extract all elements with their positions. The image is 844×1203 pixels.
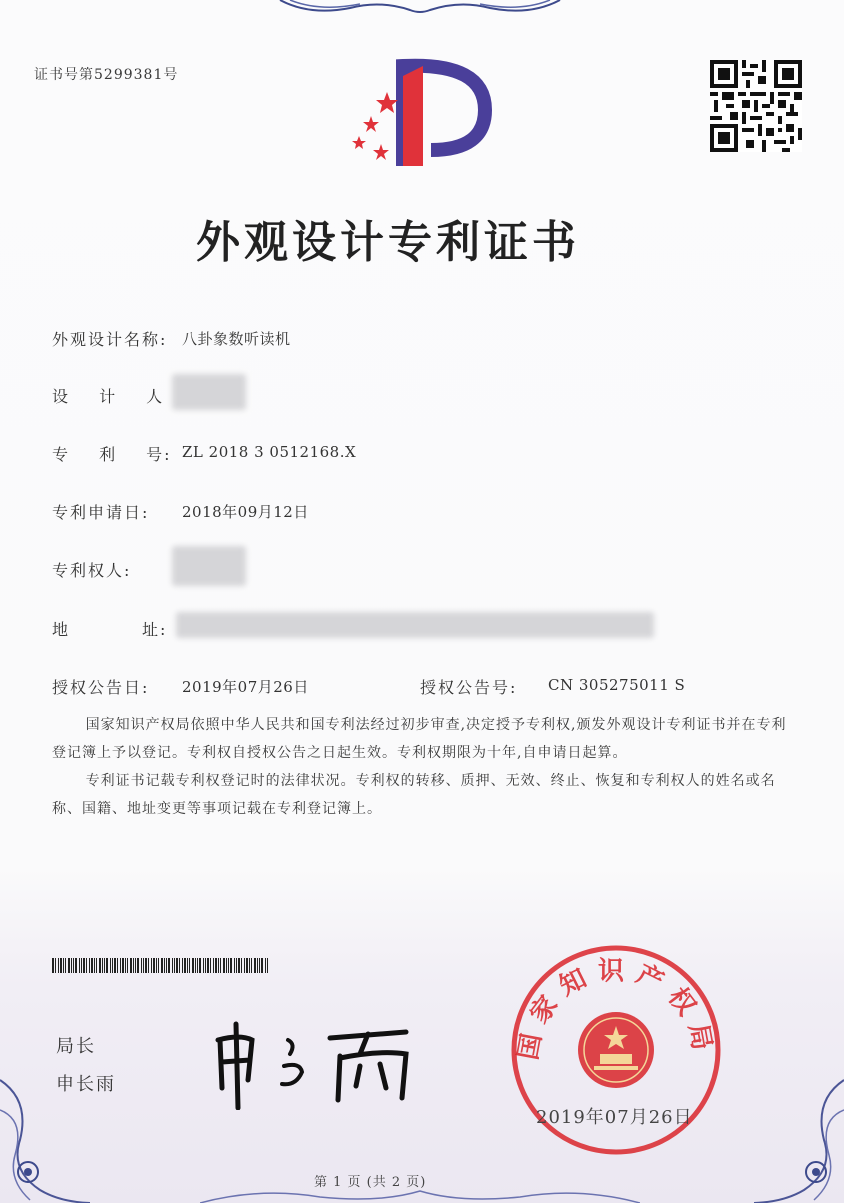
patentee-redacted <box>172 546 246 586</box>
top-ornament <box>270 0 570 18</box>
address-label-left: 地 <box>52 620 71 639</box>
patent-number-value: ZL 2018 3 0512168.X <box>182 443 357 461</box>
address-redacted <box>176 612 654 638</box>
bottom-right-ornament <box>754 1060 844 1203</box>
designer-label: 设 计 人 <box>52 387 165 406</box>
certificate-body <box>52 711 792 823</box>
patent-number-label: 专 利 号: <box>52 445 172 464</box>
grant-number-value: CN 305275011 S <box>548 676 686 694</box>
seal-text: 国家知识产权局 <box>513 956 719 1063</box>
filing-date-value: 2018年09月12日 <box>182 503 309 521</box>
signature-title: 局长 <box>56 1036 96 1057</box>
seal-date: 2019年07月26日 <box>536 1107 693 1128</box>
signature-name: 申长雨 <box>56 1074 116 1095</box>
certificate-number: 证书号第5299381号 <box>34 67 179 83</box>
body-paragraph-1: 国家知识产权局依照中华人民共和国专利法经过初步审查,决定授予专利权,颁发外观设计专利证书并在专利登记簿上予以登记。专利权自授权公告之日起生效。专利权期限为十年,自申请日起算。 <box>52 717 787 761</box>
handwritten-signature <box>210 1010 430 1110</box>
barcode <box>52 958 270 973</box>
design-name-label: 外观设计名称: <box>52 330 168 349</box>
national-emblem <box>578 1012 654 1088</box>
design-name-value: 八卦象数听读机 <box>182 330 291 348</box>
grant-date-label: 授权公告日: <box>52 678 150 697</box>
certificate-title: 外观设计专利证书 <box>196 217 580 268</box>
body-paragraph-2: 专利证书记载专利权登记时的法律状况。专利权的转移、质押、无效、终止、恢复和专利权人的姓名或名称、国籍、地址变更等事项记载在专利登记簿上。 <box>52 773 776 817</box>
grant-number-label: 授权公告号: <box>420 678 518 697</box>
qr-code <box>710 60 802 152</box>
address-label-right: 址: <box>142 620 168 639</box>
designer-redacted <box>172 374 246 410</box>
grant-date-value: 2019年07月26日 <box>182 678 309 696</box>
filing-date-label: 专利申请日: <box>52 503 150 522</box>
patentee-label: 专利权人: <box>52 561 132 580</box>
cnipa-logo <box>345 58 495 170</box>
page-footer: 第 1 页 (共 2 页) <box>314 1175 427 1190</box>
